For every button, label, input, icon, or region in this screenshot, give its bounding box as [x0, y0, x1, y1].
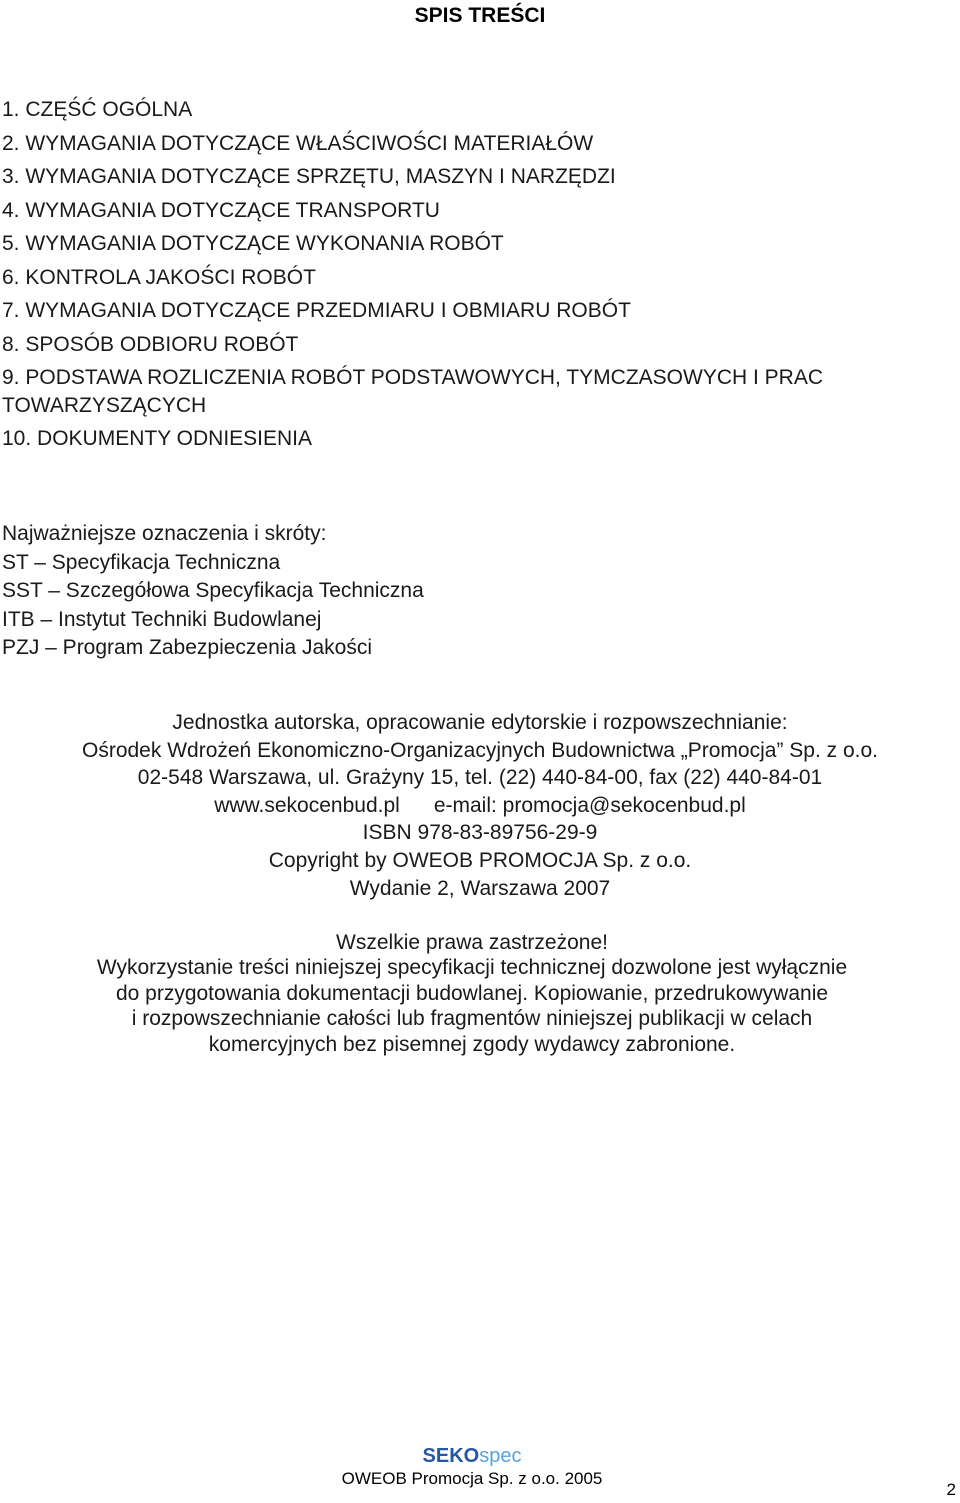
table-of-contents: [2, 93, 942, 456]
rights-line: Wykorzystanie treści niniejszej specyfikacji technicznej dozwolone jest wyłącznie: [96, 956, 848, 980]
abbreviation-item: SST – Szczegółowa Specyfikacja Techniczna: [2, 579, 424, 602]
publisher-line: Jednostka autorska, opracowanie edytorskie i rozpowszechnianie:: [172, 711, 788, 734]
toc-item-10: 10. DOKUMENTY ODNIESIENIA: [2, 427, 313, 450]
toc-item-4: 4. WYMAGANIA DOTYCZĄCE TRANSPORTU: [2, 198, 440, 222]
toc-item-5: 5. WYMAGANIA DOTYCZĄCE WYKONANIA ROBÓT: [2, 232, 504, 255]
abbreviation-item: ST – Specyfikacja Techniczna: [2, 550, 281, 574]
copyright: Copyright by OWEOB PROMOCJA Sp. z o.o.: [268, 848, 692, 872]
publisher-address: 02-548 Warszawa, ul. Grażyny 15, tel. (22) 440-84-00, fax (22) 440-84-01: [137, 766, 823, 790]
edition: Wydanie 2, Warszawa 2007: [349, 876, 611, 900]
publisher-info: [0, 709, 960, 902]
page-title: SPIS TREŚCI: [414, 4, 546, 27]
toc-item-8: 8. SPOSÓB ODBIORU ROBÓT: [2, 332, 299, 356]
rights-line: i rozpowszechnianie całości lub fragmentów niniejszej publikacji w celach: [131, 1007, 813, 1031]
abbreviations-heading: Najważniejsze oznaczenia i skróty:: [2, 522, 327, 545]
footer-company: OWEOB Promocja Sp. z o.o. 2005: [341, 1469, 603, 1488]
toc-item-6: 6. KONTROLA JAKOŚCI ROBÓT: [2, 265, 316, 289]
logo-seko: SEKO: [422, 1445, 480, 1467]
email-link[interactable]: e-mail: promocja@sekocenbud.pl: [433, 793, 746, 817]
publisher-name: Ośrodek Wdrożeń Ekonomiczno-Organizacyjnych Budownictwa „Promocja” Sp. z o.o.: [82, 738, 878, 762]
logo-spec: spec: [479, 1445, 522, 1467]
rights-heading: Wszelkie prawa zastrzeżone!: [336, 931, 608, 954]
toc-item-7: 7. WYMAGANIA DOTYCZĄCE PRZEDMIARU I OBMIARU ROBÓT: [2, 299, 631, 322]
rights-notice: [0, 930, 944, 1057]
toc-item-9: 9. PODSTAWA ROZLICZENIA ROBÓT PODSTAWOWYCH, TYMCZASOWYCH I PRAC TOWARZYSZĄCYCH: [2, 366, 824, 417]
rights-line: komercyjnych bez pisemnej zgody wydawcy zabronione.: [208, 1032, 736, 1056]
isbn: ISBN 978-83-89756-29-9: [362, 821, 598, 845]
abbreviations-section: [2, 520, 942, 663]
website-link[interactable]: www.sekocenbud.pl: [214, 793, 400, 817]
page-number: 2: [946, 1480, 956, 1499]
toc-item-3: 3. WYMAGANIA DOTYCZĄCE SPRZĘTU, MASZYN I NARZĘDZI: [2, 165, 616, 188]
abbreviation-item: PZJ – Program Zabezpieczenia Jakości: [2, 636, 372, 659]
abbreviation-item: ITB – Instytut Techniki Budowlanej: [2, 607, 322, 631]
sekospec-logo: [0, 1445, 944, 1468]
toc-item-2: 2. WYMAGANIA DOTYCZĄCE WŁAŚCIWOŚCI MATERIAŁÓW: [2, 131, 594, 155]
rights-line: do przygotowania dokumentacji budowlanej. Kopiowanie, przedrukowywanie: [115, 981, 829, 1005]
publisher-contact: [0, 792, 960, 820]
toc-item-1: 1. CZĘŚĆ OGÓLNA: [2, 98, 193, 121]
